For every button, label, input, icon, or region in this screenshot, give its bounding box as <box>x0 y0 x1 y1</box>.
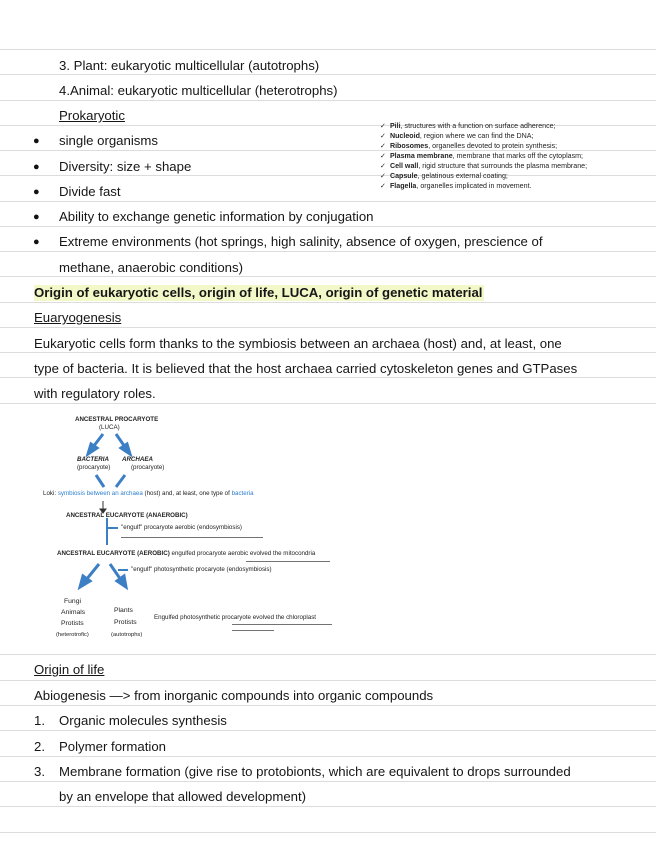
step-number: 2. <box>34 739 45 754</box>
plant-item: 3. Plant: eukaryotic multicellular (autotrophs) <box>59 58 320 73</box>
structure-item: ✓ Nucleoid, region where we can find the DNA; <box>380 132 534 140</box>
archaea-label: ARCHAEA <box>122 456 153 463</box>
luca-sub: (LUCA) <box>99 424 120 431</box>
abiogenesis-line: Abiogenesis —> from inorganic compounds into organic compounds <box>34 688 434 703</box>
arrow-archaea-merge <box>116 475 125 487</box>
animal-item: 4.Animal: eukaryotic multicellular (heterotrophs) <box>59 83 338 98</box>
aerobic-line: ANCESTRAL EUCARYOTE (AEROBIC) engulfed procaryote aerobic evolved the mitocondria <box>57 550 316 557</box>
step-text: Polymer formation <box>59 739 167 754</box>
list-item: Extreme environments (hot springs, high salinity, absence of oxygen, prescience of <box>59 234 543 249</box>
euaryogenesis-paragraph-line: Eukaryotic cells form thanks to the symbiosis between an archaea (host) and, at least, one <box>34 336 562 351</box>
list-item: single organisms <box>59 133 158 148</box>
structure-item: ✓ Cell wall, rigid structure that surrounds the plasma membrane; <box>380 162 588 170</box>
list-item: Ability to exchange genetic information by conjugation <box>59 209 374 224</box>
list-item-continuation: methane, anaerobic conditions) <box>59 260 244 275</box>
arrow-head-icon <box>88 444 97 454</box>
group-item: (autotrophs) <box>111 632 143 638</box>
arrow-bacteria-merge <box>96 475 104 487</box>
euaryogenesis-heading: Euaryogenesis <box>34 310 122 325</box>
group-item: Fungi <box>64 598 82 605</box>
bullet-icon: ● <box>33 161 40 173</box>
arrow-to-heterotrophs <box>86 564 99 580</box>
bacteria-label: BACTERIA <box>77 456 109 463</box>
group-item: (heterotrofic) <box>56 632 89 638</box>
anaerobic-label: ANCESTRAL EUCARYOTE (ANAEROBIC) <box>66 512 188 519</box>
check-icon: ✓ <box>380 142 386 150</box>
structure-item: ✓ Plasma membrane, membrane that marks off the cytoplasm; <box>380 152 584 160</box>
group-item: Protists <box>114 619 137 626</box>
loki-line: Loki: symbiosis between an archaea (host) and, at least, one type of bacteria <box>43 490 254 497</box>
check-icon: ✓ <box>380 132 386 140</box>
step-text: Membrane formation (give rise to protobionts, which are equivalent to drops surrounded <box>59 764 571 779</box>
bullet-icon: ● <box>33 186 40 198</box>
group-item: Plants <box>114 607 133 614</box>
group-item: Protists <box>61 620 84 627</box>
group-item: Animals <box>61 609 86 616</box>
structure-item: ✓ Flagella, organelles implicated in movement. <box>380 182 532 190</box>
step-text-continuation: by an envelope that allowed development) <box>59 789 307 804</box>
check-icon: ✓ <box>380 172 386 180</box>
structure-item: ✓ Capsule, gelatinous external coating; <box>380 172 508 180</box>
euaryogenesis-paragraph-line: with regulatory roles. <box>34 386 156 401</box>
bacteria-sub: (procaryote) <box>77 464 111 471</box>
list-item: Divide fast <box>59 184 121 199</box>
euaryogenesis-paragraph-line: type of bacteria. It is believed that the host archaea carried cytoskeleton genes and GTPases <box>34 361 578 376</box>
engulf-photo-note: "engulf" photosynthetic procaryote (endosymbiosis) <box>131 566 272 573</box>
prokaryotic-heading: Prokaryotic <box>59 108 125 123</box>
bullet-icon: ● <box>33 236 40 248</box>
check-icon: ✓ <box>380 182 386 190</box>
handwritten-note <box>121 537 263 538</box>
luca-title: ANCESTRAL PROCARYOTE <box>75 416 159 423</box>
handwritten-note <box>246 561 330 562</box>
structure-item: ✓ Ribosomes, organelles devoted to protein synthesis; <box>380 142 558 150</box>
arrow-head-icon <box>121 444 130 454</box>
bullet-icon: ● <box>33 211 40 223</box>
check-icon: ✓ <box>380 162 386 170</box>
structure-item: ✓ Pili, structures with a function on surface adherence; <box>380 122 556 130</box>
step-number: 3. <box>34 764 45 779</box>
origin-of-life-heading: Origin of life <box>34 662 105 677</box>
check-icon: ✓ <box>380 152 386 160</box>
archaea-sub: (procaryote) <box>131 464 165 471</box>
check-icon: ✓ <box>380 122 386 130</box>
handwritten-note <box>232 624 332 625</box>
handwritten-note <box>232 630 274 631</box>
section-title: Origin of eukaryotic cells, origin of life, LUCA, origin of genetic material <box>34 285 483 300</box>
step-number: 1. <box>34 713 45 728</box>
list-item: Diversity: size + shape <box>59 159 192 174</box>
step-text: Organic molecules synthesis <box>59 713 227 728</box>
bullet-icon: ● <box>33 135 40 147</box>
chloroplast-note: Engulfed photosynthetic procaryote evolved the chloroplast <box>154 614 317 621</box>
engulf-aerobic-note: "engulf" procaryote aerobic (endosymbiosis) <box>121 524 242 531</box>
